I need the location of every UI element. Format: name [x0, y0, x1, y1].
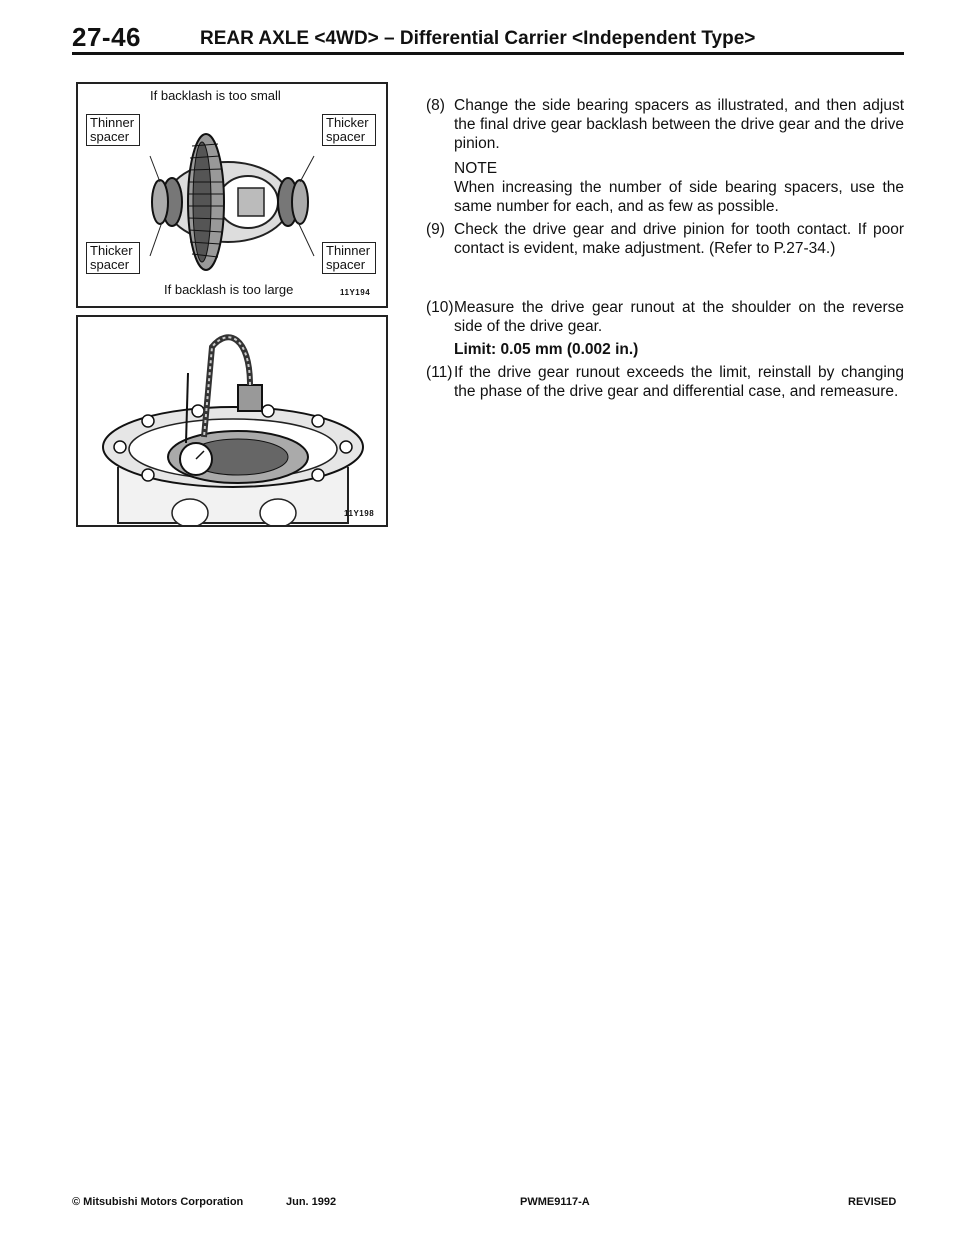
figure-code: 11Y198: [344, 509, 375, 518]
footer-status: REVISED: [848, 1196, 897, 1208]
spacer-adjustment-figure: [76, 82, 388, 308]
limit-spec: [426, 340, 904, 359]
step-text: Measure the drive gear runout at the shoulder on the reverse side of the drive gear.: [454, 299, 904, 335]
procedure-text: [426, 96, 904, 401]
header-rule: [72, 52, 904, 55]
step-text: If the drive gear runout exceeds the limit, reinstall by changing the phase of the drive gear and differential case, and remeasure.: [454, 364, 904, 400]
step-10: [426, 298, 904, 336]
step-number: (11): [426, 364, 453, 381]
step-number: (9): [426, 221, 445, 238]
footer-date: Jun. 1992: [286, 1196, 337, 1208]
page-number: 27-46: [72, 22, 141, 52]
label-thicker-spacer-bottom: Thicker spacer: [86, 242, 140, 274]
label-thicker-spacer-top: Thicker spacer: [322, 114, 376, 146]
note-label: NOTE: [454, 160, 498, 177]
step-text: Change the side bearing spacers as illustrated, and then adjust the final drive gear backlash between the drive gear and the drive pinion.: [454, 97, 904, 152]
note-text: When increasing the number of side bearing spacers, use the same number for each, and as few as possible.: [454, 179, 904, 215]
footer-copyright: © Mitsubishi Motors Corporation: [72, 1196, 244, 1208]
step-number: (10): [426, 299, 454, 316]
footer-doc-code: PWME9117-A: [520, 1196, 590, 1208]
step-9: [426, 220, 904, 258]
figure-caption-small-backlash: If backlash is too small: [150, 88, 281, 103]
step-number: (8): [426, 97, 445, 114]
page-header: [72, 22, 904, 52]
limit-value: Limit: 0.05 mm (0.002 in.): [454, 341, 639, 358]
dial-gauge-illustration: [78, 317, 386, 525]
note-block: [454, 159, 904, 216]
page-footer: [72, 1196, 904, 1212]
label-thinner-spacer-bottom: Thinner spacer: [322, 242, 376, 274]
step-8: [426, 96, 904, 153]
runout-measurement-figure: [76, 315, 388, 527]
step-11: [426, 363, 904, 401]
figure-caption-large-backlash: If backlash is too large: [164, 282, 294, 297]
figure-code: 11Y194: [340, 288, 371, 297]
label-thinner-spacer-top: Thinner spacer: [86, 114, 140, 146]
page-title: REAR AXLE <4WD> – Differential Carrier <Independent Type>: [200, 28, 756, 49]
step-text: Check the drive gear and drive pinion for tooth contact. If poor contact is evident, make adjustment. (Refer to P.27-34.): [454, 221, 904, 257]
